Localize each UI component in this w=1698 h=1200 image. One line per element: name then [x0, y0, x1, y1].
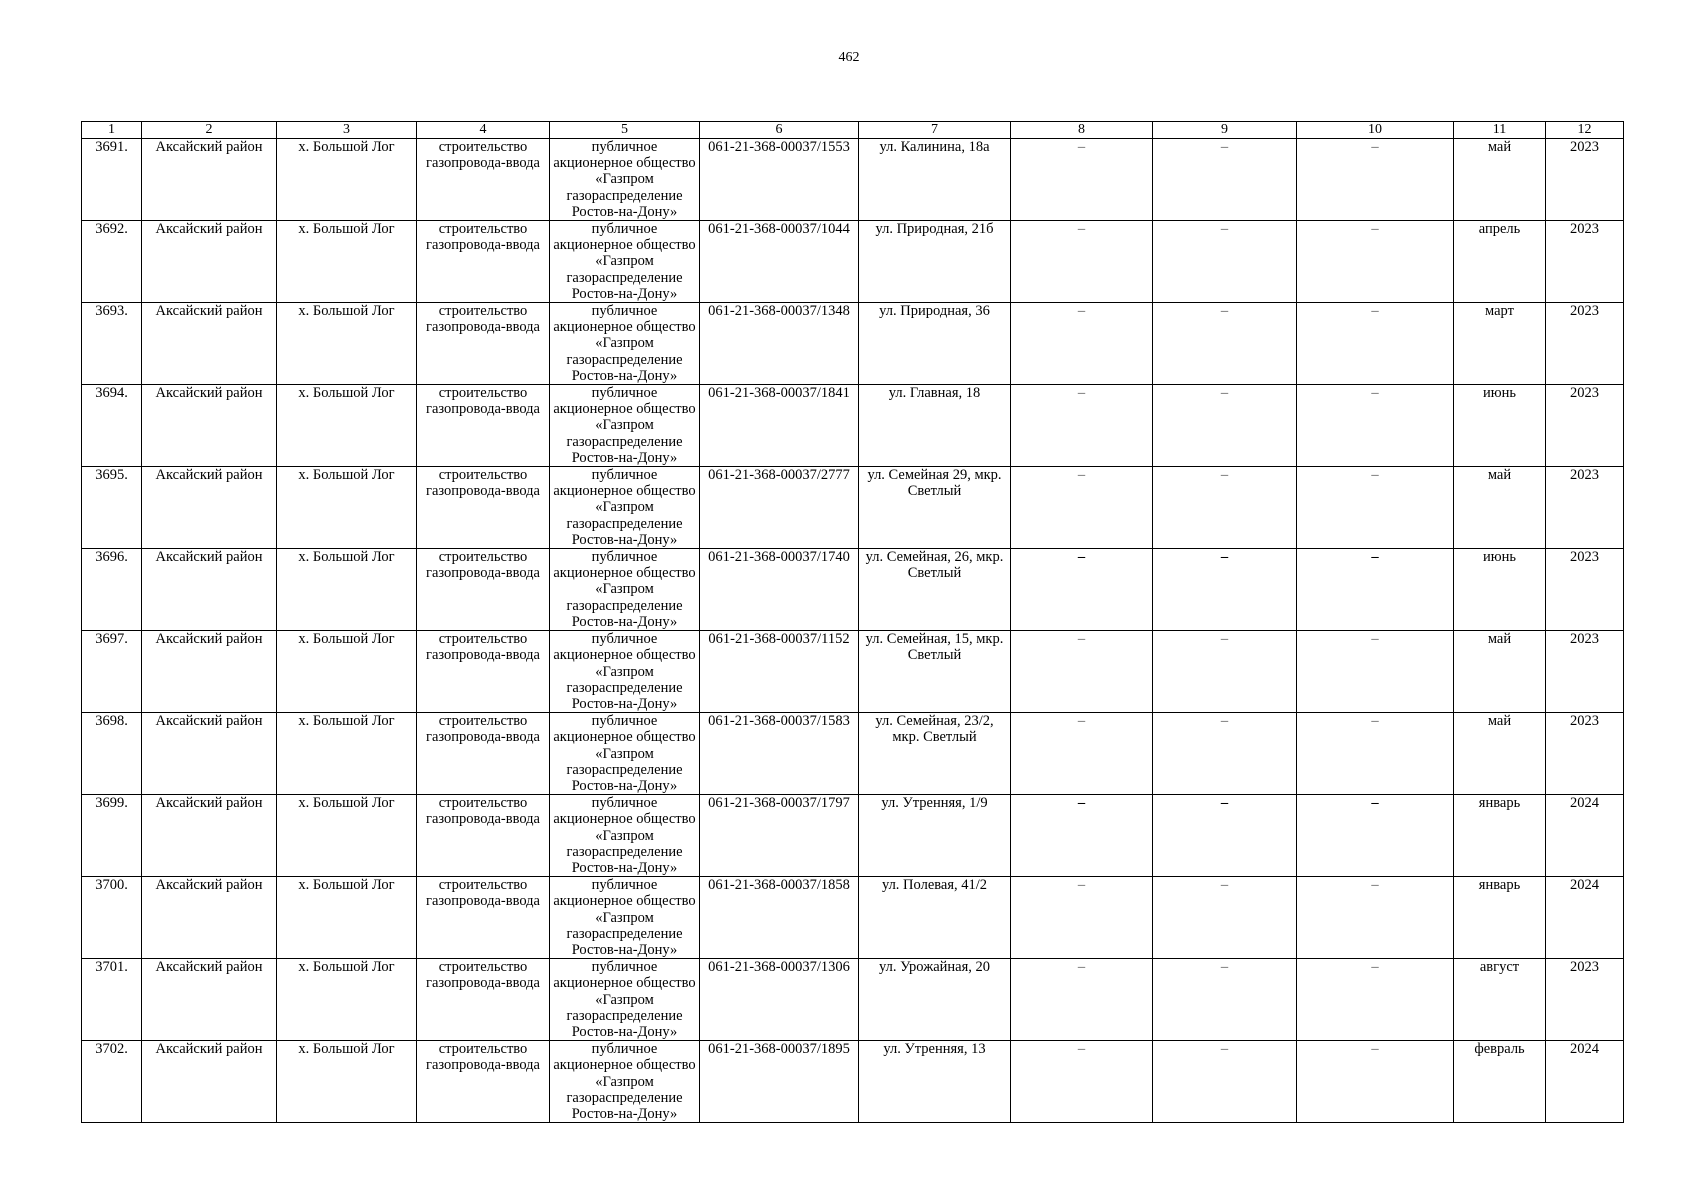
column-9-cell: –	[1153, 385, 1297, 467]
settlement-cell: х. Большой Лог	[277, 467, 417, 549]
column-10-cell: –	[1297, 549, 1454, 631]
row-number: 3692.	[82, 221, 142, 303]
month-cell: май	[1454, 467, 1546, 549]
settlement-cell: х. Большой Лог	[277, 139, 417, 221]
column-8-cell: –	[1011, 713, 1153, 795]
organization-cell: публичное акционерное общество «Газпром газораспределение Ростов-на-Дону»	[550, 221, 700, 303]
row-number: 3694.	[82, 385, 142, 467]
application-code-cell: 061-21-368-00037/1895	[700, 1041, 859, 1123]
table-row	[82, 713, 1624, 795]
row-number: 3700.	[82, 877, 142, 959]
column-10-cell: –	[1297, 713, 1454, 795]
district-cell: Аксайский район	[142, 385, 277, 467]
column-9-cell: –	[1153, 303, 1297, 385]
organization-cell: публичное акционерное общество «Газпром газораспределение Ростов-на-Дону»	[550, 385, 700, 467]
settlement-cell: х. Большой Лог	[277, 713, 417, 795]
application-code-cell: 061-21-368-00037/1583	[700, 713, 859, 795]
year-cell: 2023	[1546, 713, 1624, 795]
table-row	[82, 385, 1624, 467]
column-header: 2	[142, 122, 277, 139]
column-header: 9	[1153, 122, 1297, 139]
organization-cell: публичное акционерное общество «Газпром газораспределение Ростов-на-Дону»	[550, 959, 700, 1041]
registry-body	[82, 139, 1624, 1123]
column-header: 3	[277, 122, 417, 139]
column-8-cell: –	[1011, 385, 1153, 467]
column-header: 7	[859, 122, 1011, 139]
month-cell: май	[1454, 631, 1546, 713]
column-9-cell: –	[1153, 713, 1297, 795]
column-10-cell: –	[1297, 1041, 1454, 1123]
settlement-cell: х. Большой Лог	[277, 1041, 417, 1123]
work-type-cell: строительство газопровода-ввода	[417, 549, 550, 631]
settlement-cell: х. Большой Лог	[277, 959, 417, 1041]
column-8-cell: –	[1011, 303, 1153, 385]
table-row	[82, 221, 1624, 303]
address-cell: ул. Семейная 29, мкр. Светлый	[859, 467, 1011, 549]
column-8-cell: –	[1011, 221, 1153, 303]
column-10-cell: –	[1297, 221, 1454, 303]
settlement-cell: х. Большой Лог	[277, 385, 417, 467]
settlement-cell: х. Большой Лог	[277, 795, 417, 877]
column-9-cell: –	[1153, 467, 1297, 549]
address-cell: ул. Семейная, 26, мкр. Светлый	[859, 549, 1011, 631]
work-type-cell: строительство газопровода-ввода	[417, 467, 550, 549]
work-type-cell: строительство газопровода-ввода	[417, 385, 550, 467]
table-row	[82, 467, 1624, 549]
year-cell: 2023	[1546, 467, 1624, 549]
row-number: 3696.	[82, 549, 142, 631]
row-number: 3701.	[82, 959, 142, 1041]
district-cell: Аксайский район	[142, 467, 277, 549]
application-code-cell: 061-21-368-00037/1348	[700, 303, 859, 385]
district-cell: Аксайский район	[142, 303, 277, 385]
column-9-cell: –	[1153, 631, 1297, 713]
year-cell: 2023	[1546, 221, 1624, 303]
organization-cell: публичное акционерное общество «Газпром газораспределение Ростов-на-Дону»	[550, 631, 700, 713]
organization-cell: публичное акционерное общество «Газпром газораспределение Ростов-на-Дону»	[550, 303, 700, 385]
work-type-cell: строительство газопровода-ввода	[417, 1041, 550, 1123]
month-cell: апрель	[1454, 221, 1546, 303]
gasification-registry-table	[81, 121, 1624, 1123]
work-type-cell: строительство газопровода-ввода	[417, 221, 550, 303]
district-cell: Аксайский район	[142, 631, 277, 713]
settlement-cell: х. Большой Лог	[277, 549, 417, 631]
address-cell: ул. Природная, 21б	[859, 221, 1011, 303]
table-row	[82, 959, 1624, 1041]
column-9-cell: –	[1153, 221, 1297, 303]
application-code-cell: 061-21-368-00037/1797	[700, 795, 859, 877]
address-cell: ул. Семейная, 23/2, мкр. Светлый	[859, 713, 1011, 795]
column-8-cell: –	[1011, 795, 1153, 877]
address-cell: ул. Семейная, 15, мкр. Светлый	[859, 631, 1011, 713]
column-9-cell: –	[1153, 1041, 1297, 1123]
column-9-cell: –	[1153, 795, 1297, 877]
table-row	[82, 877, 1624, 959]
year-cell: 2024	[1546, 877, 1624, 959]
column-10-cell: –	[1297, 467, 1454, 549]
column-10-cell: –	[1297, 139, 1454, 221]
year-cell: 2024	[1546, 795, 1624, 877]
year-cell: 2023	[1546, 959, 1624, 1041]
address-cell: ул. Главная, 18	[859, 385, 1011, 467]
settlement-cell: х. Большой Лог	[277, 221, 417, 303]
table-row	[82, 1041, 1624, 1123]
table-row	[82, 303, 1624, 385]
row-number: 3702.	[82, 1041, 142, 1123]
row-number: 3695.	[82, 467, 142, 549]
column-10-cell: –	[1297, 385, 1454, 467]
column-8-cell: –	[1011, 467, 1153, 549]
column-header: 6	[700, 122, 859, 139]
work-type-cell: строительство газопровода-ввода	[417, 139, 550, 221]
application-code-cell: 061-21-368-00037/1841	[700, 385, 859, 467]
district-cell: Аксайский район	[142, 713, 277, 795]
column-10-cell: –	[1297, 877, 1454, 959]
work-type-cell: строительство газопровода-ввода	[417, 959, 550, 1041]
address-cell: ул. Природная, 36	[859, 303, 1011, 385]
table-row	[82, 549, 1624, 631]
column-8-cell: –	[1011, 139, 1153, 221]
address-cell: ул. Утренняя, 13	[859, 1041, 1011, 1123]
column-9-cell: –	[1153, 877, 1297, 959]
work-type-cell: строительство газопровода-ввода	[417, 877, 550, 959]
settlement-cell: х. Большой Лог	[277, 631, 417, 713]
address-cell: ул. Утренняя, 1/9	[859, 795, 1011, 877]
work-type-cell: строительство газопровода-ввода	[417, 795, 550, 877]
district-cell: Аксайский район	[142, 139, 277, 221]
column-9-cell: –	[1153, 139, 1297, 221]
application-code-cell: 061-21-368-00037/1306	[700, 959, 859, 1041]
organization-cell: публичное акционерное общество «Газпром газораспределение Ростов-на-Дону»	[550, 549, 700, 631]
application-code-cell: 061-21-368-00037/1044	[700, 221, 859, 303]
year-cell: 2023	[1546, 139, 1624, 221]
row-number: 3698.	[82, 713, 142, 795]
organization-cell: публичное акционерное общество «Газпром газораспределение Ростов-на-Дону»	[550, 139, 700, 221]
organization-cell: публичное акционерное общество «Газпром газораспределение Ростов-на-Дону»	[550, 877, 700, 959]
column-9-cell: –	[1153, 959, 1297, 1041]
column-8-cell: –	[1011, 877, 1153, 959]
organization-cell: публичное акционерное общество «Газпром газораспределение Ростов-на-Дону»	[550, 795, 700, 877]
column-header: 10	[1297, 122, 1454, 139]
month-cell: июнь	[1454, 549, 1546, 631]
page-number: 462	[838, 50, 860, 65]
organization-cell: публичное акционерное общество «Газпром газораспределение Ростов-на-Дону»	[550, 1041, 700, 1123]
application-code-cell: 061-21-368-00037/1740	[700, 549, 859, 631]
organization-cell: публичное акционерное общество «Газпром газораспределение Ростов-на-Дону»	[550, 713, 700, 795]
application-code-cell: 061-21-368-00037/1152	[700, 631, 859, 713]
application-code-cell: 061-21-368-00037/1858	[700, 877, 859, 959]
column-header: 4	[417, 122, 550, 139]
year-cell: 2024	[1546, 1041, 1624, 1123]
row-number: 3699.	[82, 795, 142, 877]
column-10-cell: –	[1297, 631, 1454, 713]
month-cell: август	[1454, 959, 1546, 1041]
month-cell: май	[1454, 713, 1546, 795]
work-type-cell: строительство газопровода-ввода	[417, 713, 550, 795]
year-cell: 2023	[1546, 385, 1624, 467]
month-cell: январь	[1454, 877, 1546, 959]
column-10-cell: –	[1297, 303, 1454, 385]
row-number: 3691.	[82, 139, 142, 221]
table-row	[82, 139, 1624, 221]
column-header: 8	[1011, 122, 1153, 139]
district-cell: Аксайский район	[142, 795, 277, 877]
column-10-cell: –	[1297, 959, 1454, 1041]
month-cell: июнь	[1454, 385, 1546, 467]
work-type-cell: строительство газопровода-ввода	[417, 303, 550, 385]
column-8-cell: –	[1011, 1041, 1153, 1123]
settlement-cell: х. Большой Лог	[277, 877, 417, 959]
district-cell: Аксайский район	[142, 1041, 277, 1123]
row-number: 3697.	[82, 631, 142, 713]
column-8-cell: –	[1011, 549, 1153, 631]
column-header: 12	[1546, 122, 1624, 139]
work-type-cell: строительство газопровода-ввода	[417, 631, 550, 713]
district-cell: Аксайский район	[142, 959, 277, 1041]
application-code-cell: 061-21-368-00037/1553	[700, 139, 859, 221]
district-cell: Аксайский район	[142, 221, 277, 303]
settlement-cell: х. Большой Лог	[277, 303, 417, 385]
column-8-cell: –	[1011, 631, 1153, 713]
column-header: 1	[82, 122, 142, 139]
organization-cell: публичное акционерное общество «Газпром газораспределение Ростов-на-Дону»	[550, 467, 700, 549]
application-code-cell: 061-21-368-00037/2777	[700, 467, 859, 549]
year-cell: 2023	[1546, 631, 1624, 713]
row-number: 3693.	[82, 303, 142, 385]
column-9-cell: –	[1153, 549, 1297, 631]
table-row	[82, 795, 1624, 877]
address-cell: ул. Калинина, 18а	[859, 139, 1011, 221]
year-cell: 2023	[1546, 303, 1624, 385]
column-8-cell: –	[1011, 959, 1153, 1041]
month-cell: январь	[1454, 795, 1546, 877]
district-cell: Аксайский район	[142, 877, 277, 959]
month-cell: май	[1454, 139, 1546, 221]
column-header: 11	[1454, 122, 1546, 139]
column-number-row	[82, 122, 1624, 139]
address-cell: ул. Полевая, 41/2	[859, 877, 1011, 959]
address-cell: ул. Урожайная, 20	[859, 959, 1011, 1041]
district-cell: Аксайский район	[142, 549, 277, 631]
month-cell: февраль	[1454, 1041, 1546, 1123]
table-row	[82, 631, 1624, 713]
column-header: 5	[550, 122, 700, 139]
column-10-cell: –	[1297, 795, 1454, 877]
month-cell: март	[1454, 303, 1546, 385]
year-cell: 2023	[1546, 549, 1624, 631]
